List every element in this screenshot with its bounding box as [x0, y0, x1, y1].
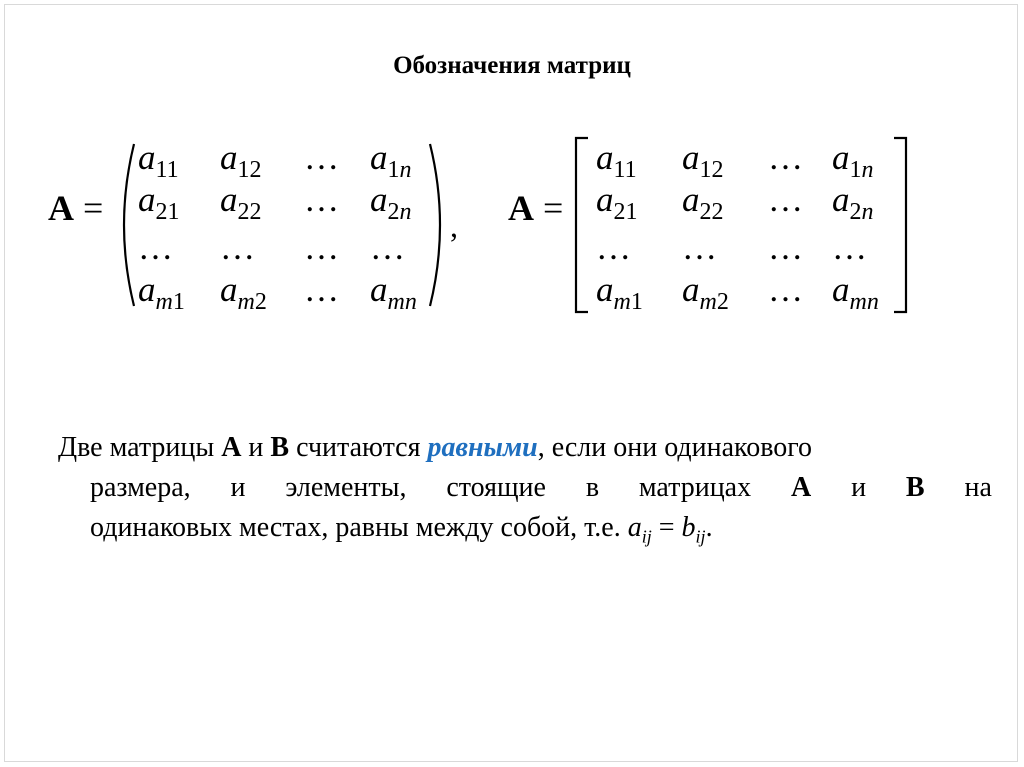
matrix-entry: … [304, 138, 339, 177]
word: размера, [90, 472, 191, 503]
formula-sub: ij [641, 526, 652, 547]
entry-subscript: mn [387, 289, 417, 315]
equality-formula [627, 512, 713, 547]
text-fragment: , если они одинакового [537, 432, 813, 463]
matrix-b-ref: B [270, 432, 290, 463]
matrix-symbol: A [48, 188, 74, 228]
entry-subscript: 2n [387, 199, 412, 225]
matrix-square-brackets [570, 138, 912, 315]
lhs-right [508, 190, 563, 226]
formula-sub: ij [695, 526, 706, 547]
matrix-entry: $a_{2n}$ [832, 180, 874, 225]
word: стоящие [446, 472, 546, 503]
entry-subscript: 2n [849, 199, 874, 225]
right-paren [430, 144, 440, 306]
entry-subscript: 1n [387, 157, 412, 183]
matrix-entry: … [768, 228, 803, 267]
text-fragment: считаются [289, 432, 428, 463]
matrix-entry: … [768, 180, 803, 219]
comma: , [450, 208, 458, 244]
paragraph-line-1 [58, 428, 992, 468]
entry-subscript: 21 [155, 199, 180, 225]
matrix-entry: … [832, 228, 867, 267]
entry-subscript: 1n [849, 157, 874, 183]
entry-subscript: m1 [155, 289, 185, 315]
emphasis-equal: равными [427, 432, 538, 463]
matrix-entry: … [304, 270, 339, 309]
matrix-entry: $a_{mn}$ [832, 270, 879, 315]
entry-subscript: 12 [699, 157, 724, 183]
right-bracket [894, 138, 906, 312]
entry-subscript: mn [849, 289, 879, 315]
formula-equals: = [651, 512, 682, 543]
lhs-left [48, 190, 103, 226]
paragraph-line-3 [58, 508, 992, 557]
formula-a: a [627, 512, 642, 543]
matrix-entry: $a_{22}$ [682, 180, 724, 225]
matrix-entry: $a_{m1}$ [138, 270, 185, 315]
text-fragment: и [241, 432, 271, 463]
matrix-entry: … [768, 138, 803, 177]
entry-subscript: 12 [237, 157, 262, 183]
word: матрицах [638, 472, 752, 503]
word: в [585, 472, 600, 503]
equals-sign: = [83, 188, 104, 228]
matrix-entry: $a_{1n}$ [370, 138, 412, 183]
matrix-entry: … [768, 270, 803, 309]
entry-subscript: 11 [155, 157, 179, 183]
matrix-entry: … [138, 228, 173, 267]
matrix-parentheses [112, 138, 448, 315]
entry-subscript: 21 [613, 199, 638, 225]
formula-b: b [681, 512, 696, 543]
text-fragment: одинаковых местах, равны между собой, т.е. [90, 512, 628, 543]
matrix-a-ref: A [790, 472, 812, 503]
slide-title: Обозначения матриц [393, 52, 631, 79]
left-bracket [576, 138, 588, 312]
text-fragment: Две матрицы [58, 432, 222, 463]
slide-frame [4, 4, 1018, 762]
entry-subscript: 22 [237, 199, 262, 225]
entry-subscript: 22 [699, 199, 724, 225]
formula-period: . [705, 512, 713, 543]
matrix-entry: $a_{11}$ [596, 138, 637, 183]
matrix-entry: $a_{mn}$ [370, 270, 417, 315]
paragraph-line-2 [58, 468, 992, 508]
matrix-entry: … [682, 228, 717, 267]
entry-subscript: m2 [237, 289, 267, 315]
matrix-entry: $a_{11}$ [138, 138, 179, 183]
matrix-entry: … [304, 180, 339, 219]
entry-subscript: m2 [699, 289, 729, 315]
matrix-entry: $a_{12}$ [682, 138, 724, 183]
matrix-a-ref: A [221, 432, 242, 463]
matrix-entry: $a_{1n}$ [832, 138, 874, 183]
matrix-symbol: A [508, 188, 534, 228]
equals-sign: = [543, 188, 564, 228]
word: на [964, 472, 992, 503]
matrix-entry: … [370, 228, 405, 267]
word: и [851, 472, 867, 503]
matrix-entry: $a_{22}$ [220, 180, 262, 225]
definition-paragraph [58, 428, 992, 557]
entry-subscript: m1 [613, 289, 643, 315]
matrix-entry: $a_{21}$ [138, 180, 180, 225]
entry-subscript: 11 [613, 157, 637, 183]
matrix-entry: $a_{m2}$ [220, 270, 267, 315]
matrix-entry: $a_{2n}$ [370, 180, 412, 225]
word: и [230, 472, 246, 503]
left-paren [124, 144, 134, 306]
matrix-entry: $a_{m1}$ [596, 270, 643, 315]
word: элементы, [285, 472, 407, 503]
matrix-b-ref: B [905, 472, 925, 503]
matrix-entry: … [304, 228, 339, 267]
matrix-entry: … [220, 228, 255, 267]
matrix-entry: $a_{m2}$ [682, 270, 729, 315]
matrix-entry: … [596, 228, 631, 267]
matrix-entry: $a_{12}$ [220, 138, 262, 183]
matrix-entry: $a_{21}$ [596, 180, 638, 225]
